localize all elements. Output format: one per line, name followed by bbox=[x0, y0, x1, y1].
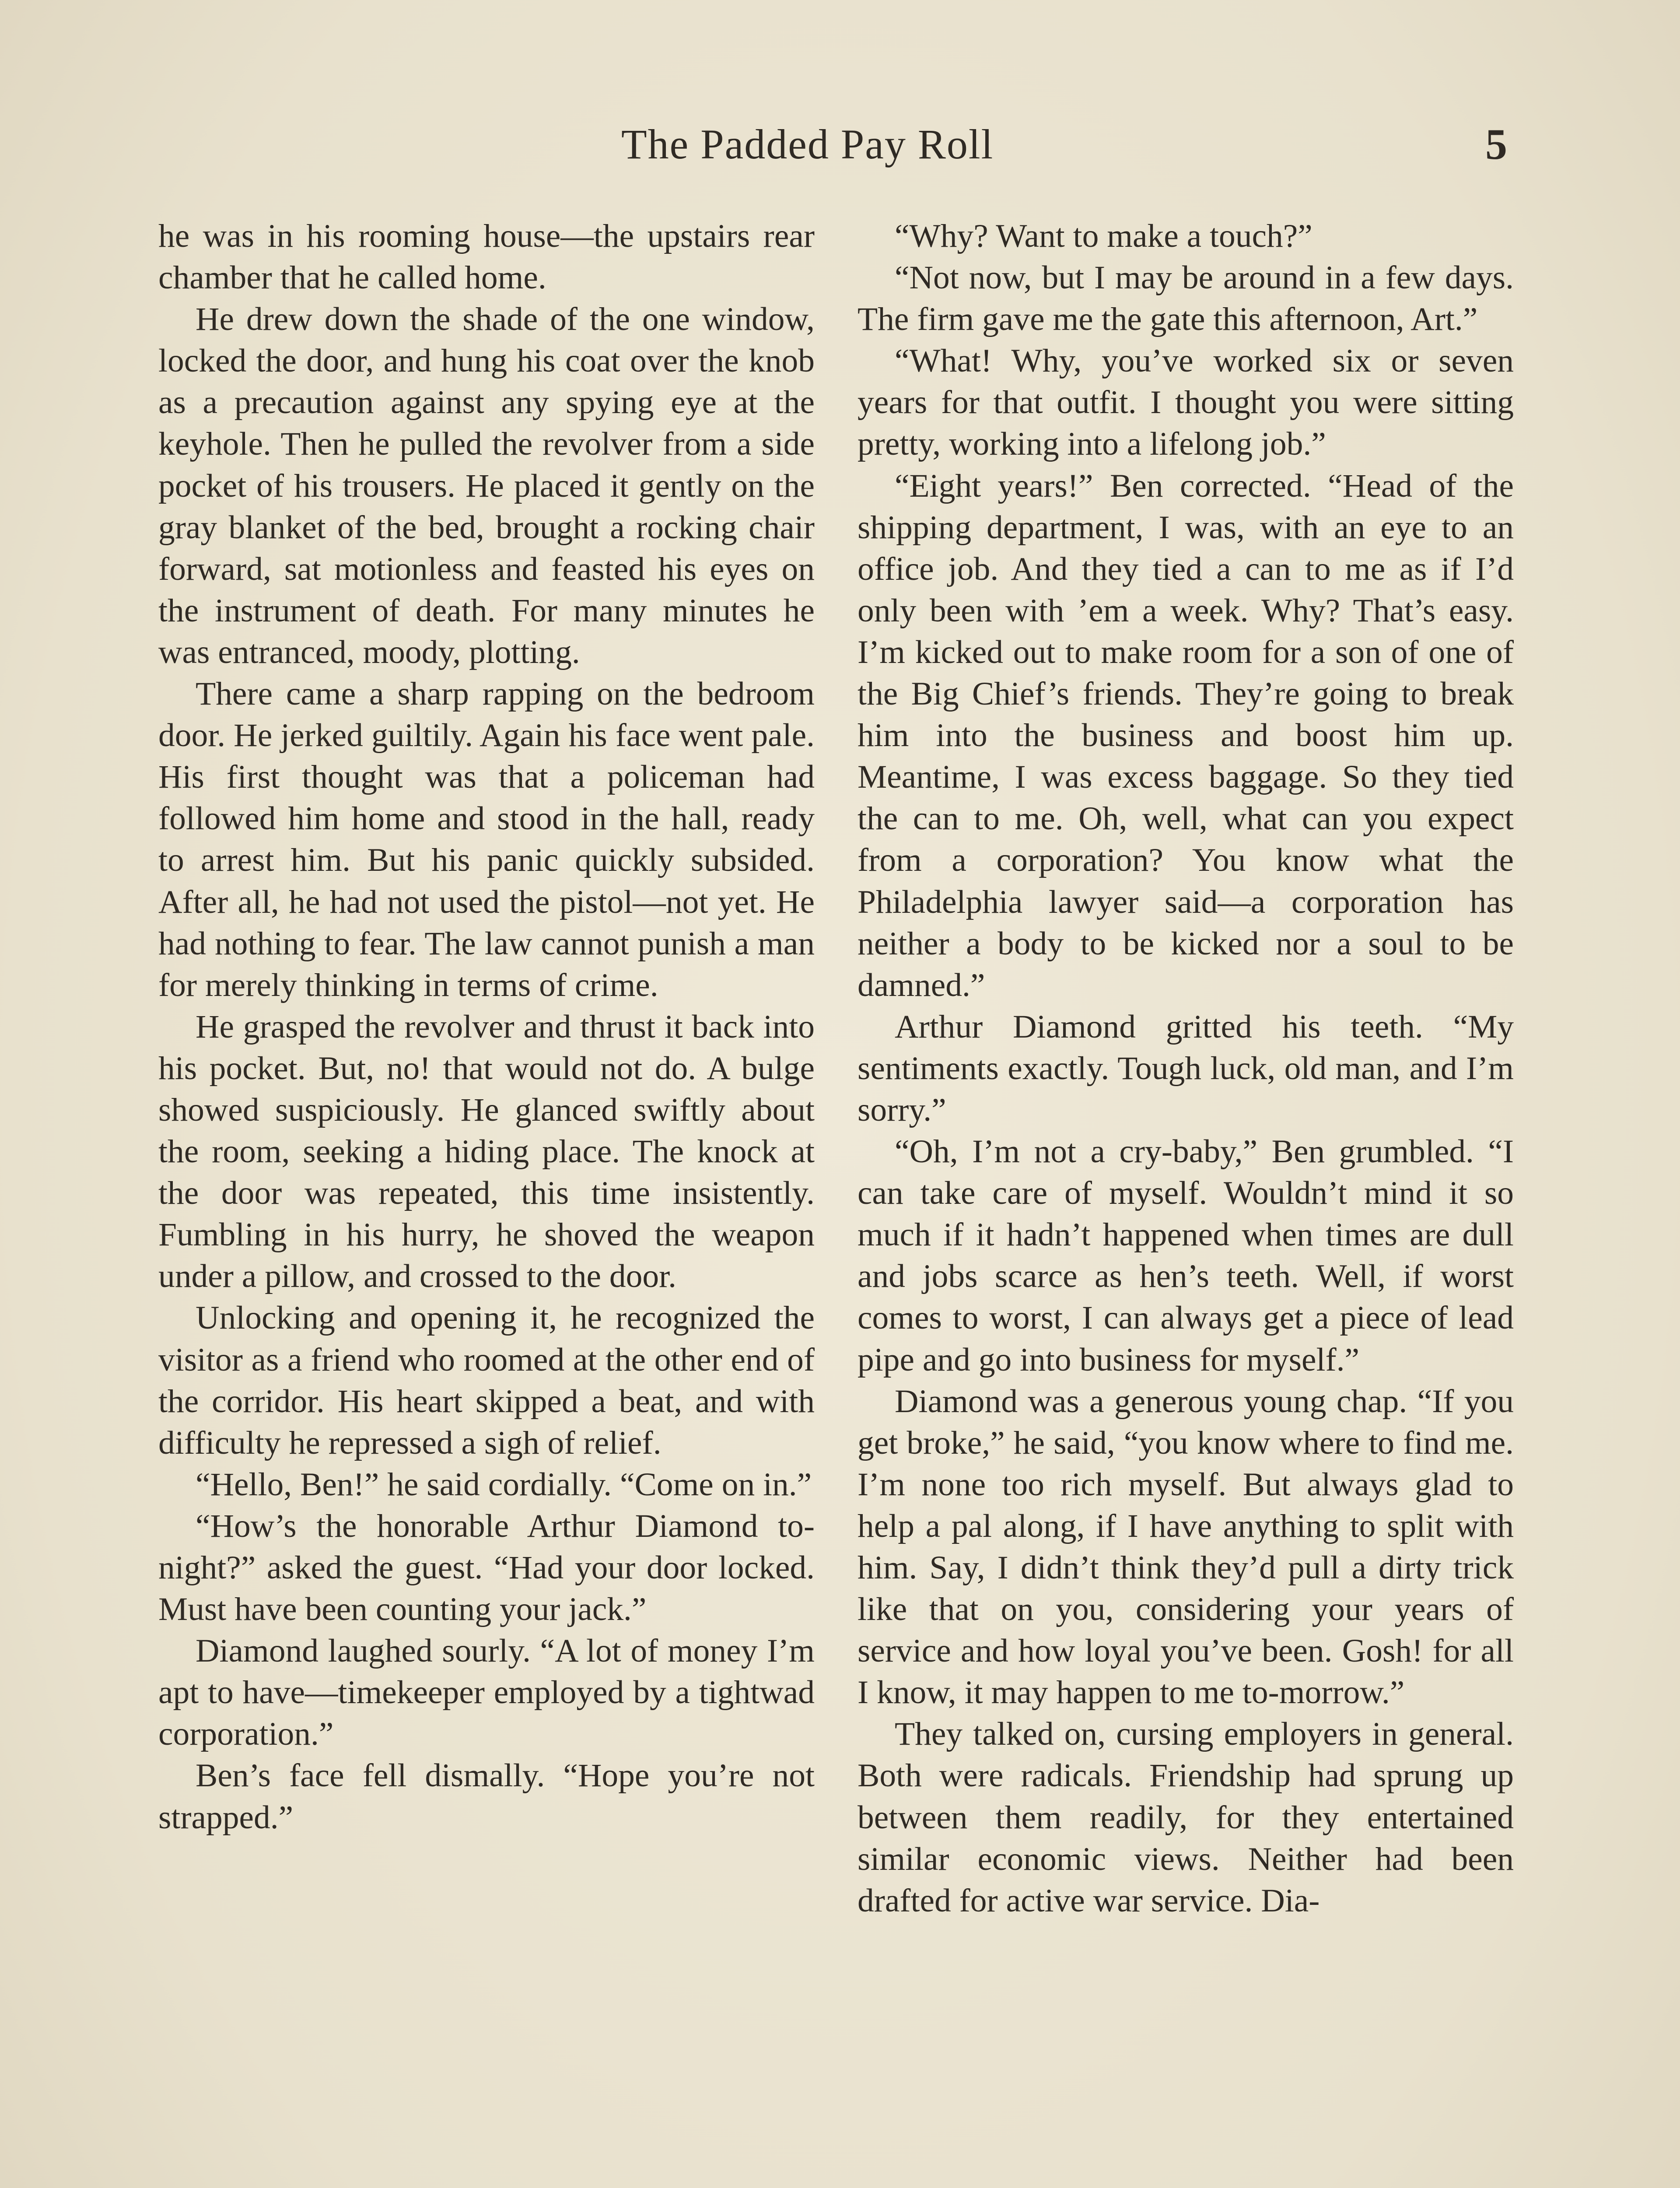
paragraph: “Not now, but I may be around in a few days. The firm gave me the gate this afternoon, Art.” bbox=[858, 259, 1514, 338]
paragraph: “Eight years!” Ben corrected. “Head of the shipping department, I was, with an eye to an office job. And they tied a can to me as if I’d only been with ’em a week. Why? That’s easy. I’m kicked out to make room for a son of one of the Big Chief’s friends. They’re going to break him into the business and boost him up. Meantime, I was excess baggage. So they tied the can to me. Oh, well, what can you expect from a corporation? You know what the Philadelphia lawyer said—a corporation has neither a body to be kicked nor a soul to be damned.” bbox=[858, 467, 1514, 1003]
paragraph: He grasped the revolver and thrust it back into his pocket. But, no! that would not do. A bulge showed suspiciously. He glanced swiftly about the room, seeking a hiding place. The knock at the door was repeated, this time insistently. Fumbling in his hurry, he shoved the weapon under a pillow, and crossed to the door. bbox=[158, 1008, 815, 1295]
paragraph: “What! Why, you’ve worked six or seven years for that outfit. I thought you were sitting pretty, working into a lifelong job.” bbox=[858, 343, 1514, 463]
paragraph: Unlocking and opening it, he recognized the visitor as a friend who roomed at the other end of the corridor. His heart skipped a beat, and with difficulty he repressed a sigh of relief. bbox=[158, 1300, 815, 1461]
right-column bbox=[858, 215, 1514, 1922]
paragraph: Diamond was a generous young chap. “If you get broke,” he said, “you know where to find me. I’m none too rich myself. But always glad to help a pal along, if I have anything to split with him. Say, I didn’t think they’d pull a dirty trick like that on you, considering your years of service and how loyal you’ve been. Gosh! for all I know, it may happen to me to-morrow.” bbox=[858, 1383, 1514, 1711]
paragraph: he was in his rooming house—the upstairs rear chamber that he called home. bbox=[158, 218, 815, 296]
paragraph: They talked on, cursing employers in general. Both were radicals. Friendship had sprung up between them readily, for they entertained similar economic views. Neither had been drafted for active war service. Dia- bbox=[858, 1716, 1514, 1919]
paragraph: “How’s the honorable Arthur Diamond to-night?” asked the guest. “Had your door locked. Must have been counting your jack.” bbox=[158, 1508, 815, 1628]
left-column bbox=[158, 215, 815, 1838]
paragraph: “Why? Want to make a touch?” bbox=[895, 218, 1312, 254]
paragraph: “Hello, Ben!” he said cordially. “Come on in.” bbox=[196, 1466, 812, 1503]
paragraph: Diamond laughed sourly. “A lot of money I’m apt to have—timekeeper employed by a tightwad corporation.” bbox=[158, 1633, 815, 1753]
page-title: The Padded Pay Roll bbox=[621, 121, 994, 168]
running-head bbox=[0, 118, 1680, 171]
paragraph: There came a sharp rapping on the bedroom door. He jerked guiltily. Again his face went pale. His first thought was that a policeman had followed him home and stood in the hall, ready to arrest him. But his panic quickly subsided. After all, he had not used the pistol—not yet. He had nothing to fear. The law cannot punish a man for merely thinking in terms of crime. bbox=[158, 676, 815, 1003]
paragraph: “Oh, I’m not a cry-baby,” Ben grumbled. “I can take care of myself. Wouldn’t mind it so much if it hadn’t happened when times are dull and jobs scarce as hen’s teeth. Well, if worst comes to worst, I can always get a piece of lead pipe and go into business for myself.” bbox=[858, 1133, 1514, 1378]
paragraph: Ben’s face fell dismally. “Hope you’re not strapped.” bbox=[158, 1757, 815, 1836]
paragraph: Arthur Diamond gritted his teeth. “My sentiments exactly. Tough luck, old man, and I’m sorry.” bbox=[858, 1008, 1514, 1128]
paragraph: He drew down the shade of the one window, locked the door, and hung his coat over the knob as a precaution against any spying eye at the keyhole. Then he pulled the revolver from a side pocket of his trousers. He placed it gently on the gray blanket of the bed, brought a rocking chair forward, sat motionless and feasted his eyes on the instrument of death. For many minutes he was entranced, moody, plotting. bbox=[158, 301, 815, 670]
page-number: 5 bbox=[1485, 120, 1507, 168]
